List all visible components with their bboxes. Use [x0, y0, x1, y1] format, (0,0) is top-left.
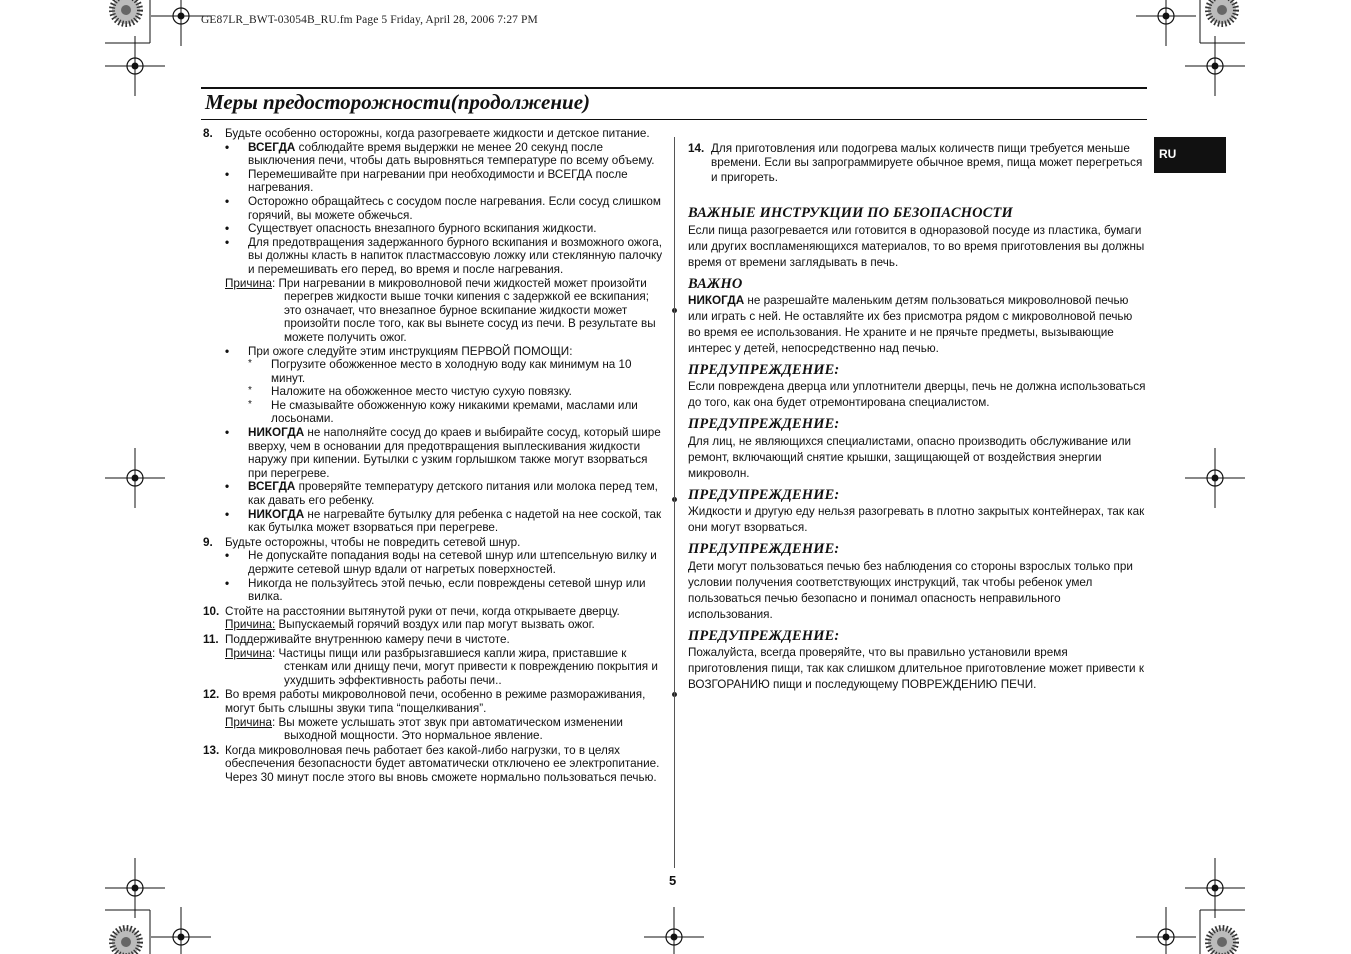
- bullet-icon: •: [225, 222, 230, 236]
- section-body-safety: Если пища разогревается или готовится в одноразовой посуде из пластика, бумаги или других воспламеняющихся материалов, то во время приготовления вы должны время от времени заглядывать в печь.: [688, 223, 1145, 269]
- reason-note: [225, 618, 663, 632]
- reason-label: Причина: [225, 646, 273, 660]
- emphasis: НИКОГДА: [248, 426, 305, 440]
- section-body-warning-1: Если повреждена дверца или уплотнители дверцы, печь не должна использоваться до того, как она будет отремонтирована специалистом.: [688, 380, 1146, 410]
- language-tab: RU: [1154, 137, 1226, 173]
- bullet-list: [225, 141, 663, 277]
- reason-text: : Вы можете услышать этот звук при автоматическом изменении выходной мощности. Это нормальное явление.: [272, 715, 623, 743]
- asterisk-icon: *: [248, 358, 252, 370]
- file-info-header: GE87LR_BWT-03054B_RU.fm Page 5 Friday, April 28, 2006 7:27 PM: [201, 14, 538, 26]
- bullet-icon: •: [225, 549, 230, 563]
- page-number: 5: [669, 873, 677, 888]
- sub-text: Наложите на обожженное место чистую сухую повязку.: [271, 385, 572, 399]
- reason-text: : При нагревании в микроволновой печи жидкостей может произойти перегрев жидкости выше точки кипения с задержкой ее вскипания; это означает, что внезапное бурное вскипание жидкости может произойти после того, как вы вынете сосуд из печи. В результате вы можете получить ожог.: [272, 276, 656, 344]
- bullet-item: [225, 426, 663, 480]
- asterisk-icon: *: [248, 385, 252, 397]
- bullet-text: Никогда не пользуйтесь этой печью, если повреждены сетевой шнур или вилка.: [248, 576, 646, 604]
- bullet-item: [225, 577, 663, 604]
- item-intro: Когда микроволновая печь работает без какой-либо нагрузки, то в целях обеспечения безопасности будет автоматически отключено ее электропитание. Через 30 минут после этого вы вновь сможете нормально пользоваться печью.: [225, 743, 660, 784]
- item-number: 10.: [203, 604, 220, 618]
- section-heading-warning-2: ПРЕДУПРЕЖДЕНИЕ:: [688, 416, 840, 433]
- section-heading-warning-1: ПРЕДУПРЕЖДЕНИЕ:: [688, 362, 840, 379]
- bullet-item: [225, 549, 663, 576]
- section-body-warning-2: Для лиц, не являющихся специалистами, опасно производить обслуживание или ремонт, включающий снятие крышки, защищающей от воздействия энергии микроволн.: [688, 434, 1132, 480]
- bullet-icon: •: [225, 194, 230, 208]
- bullet-icon: •: [225, 235, 230, 249]
- sub-text: Погрузите обожженное место в холодную воду как минимум на 10 минут.: [271, 358, 632, 385]
- bullet-icon: •: [225, 344, 230, 358]
- item-number: 9.: [203, 535, 213, 549]
- bullet-item: [225, 222, 663, 236]
- bullet-item: [225, 195, 663, 222]
- title-rule-top: [201, 87, 1147, 89]
- item-intro: Будьте особенно осторожны, когда разогреваете жидкости и детское питание.: [225, 127, 650, 140]
- item-number: 8.: [203, 127, 213, 140]
- section-body-important: [688, 293, 1148, 357]
- reason-note: [225, 716, 663, 743]
- list-item-13: [203, 744, 663, 785]
- bullet-list: [225, 549, 663, 603]
- reason-label: Причина: [225, 715, 273, 729]
- sub-item: [248, 358, 663, 385]
- section-body-warning-5: Пожалуйста, всегда проверяйте, что вы правильно установили время приготовления пищи, так как слишком длительное приготовление может привести к ВОЗГОРАНИЮ пищи и последующему ПОВРЕЖДЕНИЮ ПЕЧИ.: [688, 646, 1144, 692]
- bullet-text: соблюдайте время выдержки не менее 20 секунд после выключения печи, чтобы дать выровняться температуре по всему объему.: [248, 140, 655, 168]
- column-divider: [674, 137, 675, 868]
- bullet-text: Перемешивайте при нагревании при необходимости и ВСЕГДА после нагревания.: [248, 167, 628, 195]
- section-heading-warning-4: ПРЕДУПРЕЖДЕНИЕ:: [688, 541, 840, 558]
- list-item-9: [203, 536, 663, 604]
- item-text: Для приготовления или подогрева малых количеств пищи требуется меньше времени. Если вы запрограммируете обычное время, пища может перегреться и пригореть.: [711, 142, 1143, 184]
- bullet-text: не нагревайте бутылку для ребенка с надетой на нее соской, так как бутылка может взорваться при перегреве.: [248, 507, 662, 535]
- bullet-icon: •: [225, 426, 230, 440]
- page-title: Меры предосторожности(продолжение): [205, 90, 591, 114]
- emphasis: НИКОГДА: [688, 294, 745, 308]
- bullet-item: [225, 141, 663, 168]
- item-intro: Поддерживайте внутреннюю камеру печи в чистоте.: [225, 632, 510, 646]
- reason-label: Причина: [225, 276, 273, 290]
- bullet-icon: •: [225, 480, 230, 494]
- bullet-text: Существует опасность внезапного бурного вскипания жидкости.: [248, 222, 597, 236]
- section-body-warning-3: Жидкости и другую еду нельзя разогревать в плотно закрытых контейнерах, так как они могут взорваться.: [688, 505, 1145, 535]
- bullet-icon: •: [225, 507, 230, 521]
- emphasis: НИКОГДА: [248, 507, 305, 521]
- item-intro: Во время работы микроволновой печи, особенно в режиме размораживания, могут быть слышны звуки типа “пощелкивания”.: [225, 688, 646, 715]
- section-heading-warning-5: ПРЕДУПРЕЖДЕНИЕ:: [688, 627, 840, 644]
- bullet-item: [225, 236, 663, 277]
- bullet-text: При ожоге следуйте этим инструкциям ПЕРВОЙ ПОМОЩИ:: [248, 344, 573, 358]
- reason-note: [225, 647, 663, 688]
- section-heading-important: ВАЖНО: [688, 275, 743, 292]
- sub-list: [248, 358, 663, 426]
- emphasis: ВСЕГДА: [248, 480, 296, 494]
- sub-item: [248, 385, 663, 399]
- item-number: 12.: [203, 688, 220, 702]
- bullet-item: [225, 508, 663, 535]
- reason-text: Выпускаемый горячий воздух или пар могут вызвать ожог.: [275, 618, 595, 632]
- bullet-list: [225, 345, 663, 535]
- sub-item: [248, 399, 663, 426]
- bullet-item: [225, 168, 663, 195]
- bullet-text: Не допускайте попадания воды на сетевой шнур или штепсельную вилку и держите сетевой шнур вдали от нагретых поверхностей.: [248, 549, 657, 576]
- list-item-10: [203, 605, 663, 632]
- bullet-text: Для предотвращения задержанного бурного вскипания и возможного ожога, вы должны класть в напиток пластмассовую ложку или стеклянную палочку и перемешивать его перед, во время и после нагревания.: [248, 235, 663, 276]
- asterisk-icon: *: [248, 398, 252, 410]
- item-intro: Стойте на расстоянии вытянутой руки от печи, когда открываете дверцу.: [225, 604, 620, 618]
- list-item-12: [203, 688, 663, 742]
- left-column: [203, 127, 663, 785]
- title-rule-bottom: [201, 119, 1147, 120]
- list-item-8: [203, 127, 663, 535]
- bullet-icon: •: [225, 576, 230, 590]
- item-intro: Будьте осторожны, чтобы не повредить сетевой шнур.: [225, 535, 521, 549]
- right-column: [688, 142, 1148, 699]
- reason-note: [225, 277, 663, 345]
- section-text: не разрешайте маленьким детям пользоваться микроволновой печью или играть с ней. Не оставляйте их без присмотра рядом с микроволновой печью во время ее использования. Не храните и не прячьте предметы, вызывающие интерес у детей, непосредственно над печью.: [688, 294, 1133, 356]
- bullet-text: не наполняйте сосуд до краев и выбирайте сосуд, который шире вверху, чем в основании для предотвращения выплескивания жидкости наружу при кипении. Бутылки с узким горлышком также могут взорваться при перегреве.: [248, 426, 661, 480]
- section-heading-warning-3: ПРЕДУПРЕЖДЕНИЕ:: [688, 486, 840, 503]
- reason-text: : Частицы пищи или разбрызгавшиеся капли жира, приставшие к стенкам или днищу печи, могут привести к повреждению покрытия и ухудшить эффективность работы печи..: [272, 646, 658, 687]
- section-heading-safety: ВАЖНЫЕ ИНСТРУКЦИИ ПО БЕЗОПАСНОСТИ: [688, 205, 1013, 222]
- bullet-item: [225, 480, 663, 507]
- bullet-text: Осторожно обращайтесь с сосудом после нагревания. Если сосуд слишком горячий, вы можете обжечься.: [248, 194, 661, 222]
- bullet-icon: •: [225, 140, 230, 154]
- emphasis: ВСЕГДА: [248, 140, 296, 154]
- reason-label: Причина:: [225, 618, 276, 632]
- sub-text: Не смазывайте обожженную кожу никакими кремами, маслами или лосьонами.: [271, 398, 638, 426]
- item-number: 11.: [203, 632, 219, 646]
- item-number: 14.: [688, 142, 705, 155]
- section-body-warning-4: Дети могут пользоваться печью без наблюдения со стороны взрослых только при условии получения соответствующих инструкций, так чтобы ребенок умел пользоваться печью безопасно и понимал опасность неправильного использования.: [688, 559, 1133, 621]
- list-item-11: [203, 633, 663, 687]
- bullet-item: [225, 345, 663, 427]
- bullet-text: проверяйте температуру детского питания или молока перед тем, как давать его ребенку.: [248, 480, 658, 508]
- list-item-14: [688, 142, 1148, 185]
- bullet-icon: •: [225, 167, 230, 181]
- item-number: 13.: [203, 743, 220, 757]
